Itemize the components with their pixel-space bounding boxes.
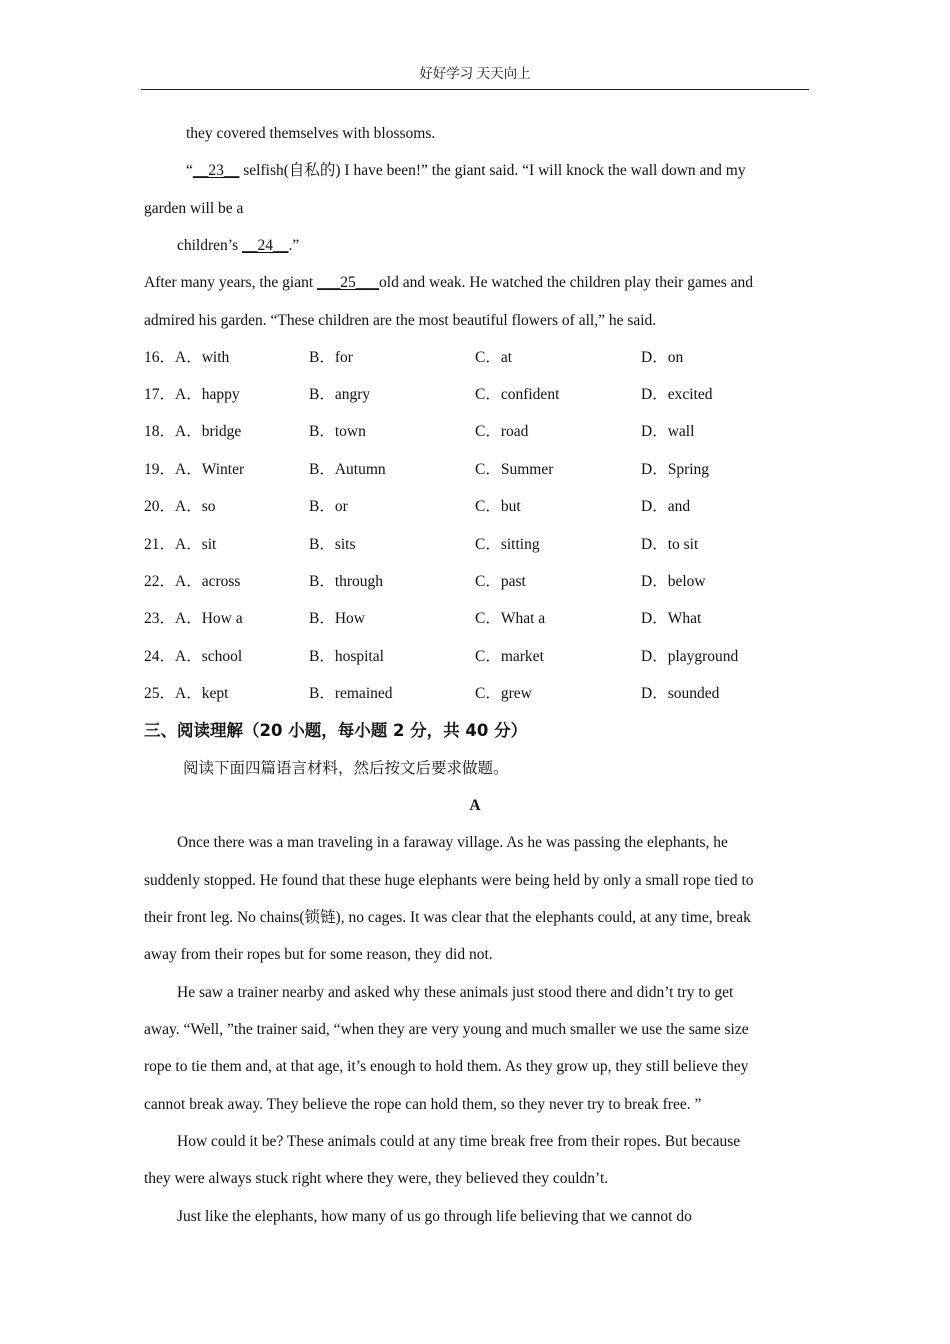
option-b: B．town — [309, 423, 366, 440]
option-b: B．or — [309, 498, 348, 515]
cloze-line-4-pre: children’s — [177, 237, 242, 254]
option-row-16 — [144, 348, 824, 368]
section-instruction: 阅读下面四篇语言材料，然后按文后要求做题。 — [183, 760, 509, 777]
option-row-20 — [144, 497, 824, 517]
option-b: B．Autumn — [309, 461, 386, 478]
option-row-21 — [144, 535, 824, 555]
option-a: 18．A．bridge — [144, 423, 242, 440]
option-row-17 — [144, 385, 824, 405]
passage-line: their front leg. No chains(锁链), no cages. It was clear that the elephants could, at any time, break — [144, 909, 751, 926]
passage-label: A — [469, 797, 481, 814]
passage-line: suddenly stopped. He found that these huge elephants were being held by only a small rope tied to — [144, 872, 754, 889]
option-a: 21．A．sit — [144, 536, 217, 553]
cloze-line-5 — [144, 273, 753, 293]
passage-line: He saw a trainer nearby and asked why these animals just stood there and didn’t try to get — [177, 984, 734, 1001]
option-c: C．at — [475, 349, 513, 366]
option-c: C．sitting — [475, 536, 540, 553]
cloze-line-5-post: old and weak. He watched the children play their games and — [379, 274, 754, 291]
option-d: D．to sit — [641, 536, 699, 553]
option-row-25 — [144, 684, 824, 704]
option-row-18 — [144, 422, 824, 442]
option-c: C．market — [475, 648, 544, 665]
option-a: 24．A．school — [144, 648, 243, 665]
option-a: 25．A．kept — [144, 685, 229, 702]
cloze-line-6: admired his garden. “These children are the most beautiful flowers of all,” he said. — [144, 312, 657, 329]
option-c: C．past — [475, 573, 526, 590]
section-title: 三、阅读理解（20 小题，每小题 2 分，共 40 分） — [144, 721, 528, 740]
passage-line: cannot break away. They believe the rope can hold them, so they never try to break free. ” — [144, 1096, 702, 1113]
option-d: D．below — [641, 573, 706, 590]
cloze-line-2-pre: “ — [186, 162, 193, 179]
blank-24: __24__ — [242, 237, 289, 254]
cloze-line-2 — [186, 161, 746, 181]
blank-23: __23__ — [192, 162, 240, 179]
option-d: D．What — [641, 610, 702, 627]
option-c: C．confident — [475, 386, 560, 403]
passage-line: Once there was a man traveling in a faraway village. As he was passing the elephants, he — [177, 834, 728, 851]
cloze-line-1: they covered themselves with blossoms. — [186, 125, 436, 142]
option-d: D．wall — [641, 423, 695, 440]
option-d: D．sounded — [641, 685, 720, 702]
option-d: D．on — [641, 349, 684, 366]
cloze-line-3: garden will be a — [144, 200, 244, 217]
option-a: 22．A．across — [144, 573, 241, 590]
cloze-line-5-pre: After many years, the giant — [144, 274, 318, 291]
passage-line: rope to tie them and, at that age, it’s enough to hold them. As they grow up, they still believe they — [144, 1058, 749, 1075]
option-c: C．road — [475, 423, 529, 440]
cloze-line-2-post: selfish(自私的) I have been!” the giant said. “I will knock the wall down and my — [239, 162, 746, 179]
passage-line: How could it be? These animals could at any time break free from their ropes. But because — [177, 1133, 741, 1150]
option-row-24 — [144, 647, 824, 667]
option-c: C．grew — [475, 685, 532, 702]
cloze-line-4-post: .” — [288, 237, 300, 254]
option-b: B．for — [309, 349, 353, 366]
passage-line: Just like the elephants, how many of us go through life believing that we cannot do — [177, 1208, 692, 1225]
blank-25: ___25___ — [317, 274, 380, 291]
option-a: 17．A．happy — [144, 386, 240, 403]
option-b: B．through — [309, 573, 384, 590]
option-row-22 — [144, 572, 824, 592]
option-a: 20．A．so — [144, 498, 216, 515]
option-b: B．sits — [309, 536, 356, 553]
passage-line: away from their ropes but for some reason, they did not. — [144, 946, 493, 963]
option-b: B．hospital — [309, 648, 384, 665]
page-header: 好好学习 天天向上 — [141, 64, 809, 90]
option-b: B．angry — [309, 386, 371, 403]
passage-line: away. “Well, ”the trainer said, “when they are very young and much smaller we use the same size — [144, 1021, 749, 1038]
passage-line: they were always stuck right where they were, they believed they couldn’t. — [144, 1170, 609, 1187]
option-a: 19．A．Winter — [144, 461, 245, 478]
option-c: C．What a — [475, 610, 546, 627]
option-row-23 — [144, 609, 824, 629]
cloze-line-4 — [177, 236, 299, 256]
option-c: C．but — [475, 498, 521, 515]
option-d: D．and — [641, 498, 691, 515]
option-a: 16．A．with — [144, 349, 230, 366]
option-b: B．How — [309, 610, 365, 627]
option-d: D．Spring — [641, 461, 710, 478]
option-b: B．remained — [309, 685, 393, 702]
option-a: 23．A．How a — [144, 610, 243, 627]
option-d: D．excited — [641, 386, 713, 403]
option-row-19 — [144, 460, 824, 480]
option-c: C．Summer — [475, 461, 554, 478]
option-d: D．playground — [641, 648, 739, 665]
